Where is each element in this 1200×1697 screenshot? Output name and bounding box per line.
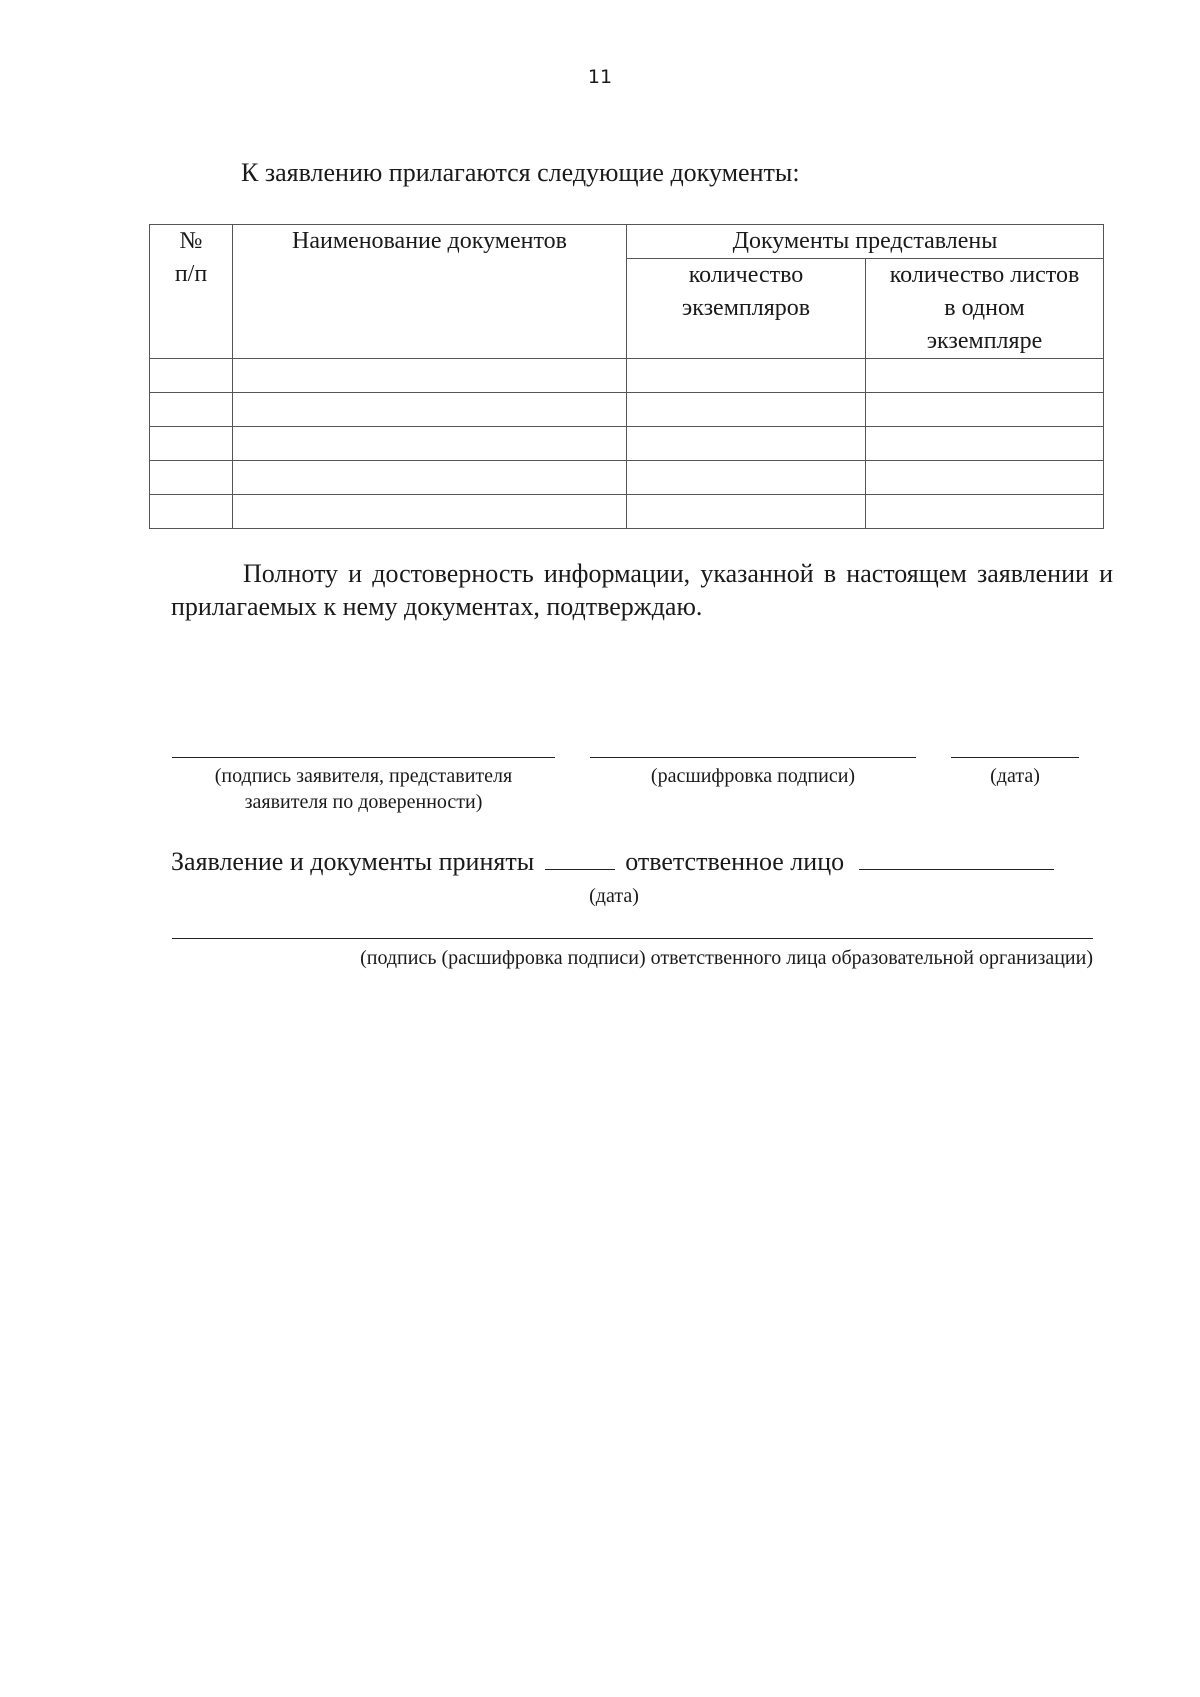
table-cell[interactable] — [866, 461, 1104, 495]
applicant-signature-line[interactable] — [172, 757, 555, 758]
documents-table — [149, 224, 1104, 529]
table-cell[interactable] — [150, 427, 233, 461]
table-cell[interactable] — [866, 427, 1104, 461]
signature-decoding-caption: (расшифровка подписи) — [650, 765, 856, 787]
table-cell[interactable] — [150, 359, 233, 393]
signature-decoding-line[interactable] — [590, 757, 916, 758]
header-documents-submitted: Документы представлены — [627, 225, 1104, 259]
official-signature-caption: (подпись (расшифровка подписи) ответственного лица образовательной организации) — [360, 947, 1093, 969]
page-number: 11 — [587, 66, 613, 88]
table-cell[interactable] — [627, 393, 866, 427]
acceptance-date-caption: (дата) — [589, 885, 639, 907]
table-header-row — [150, 225, 1104, 259]
table-cell[interactable] — [866, 359, 1104, 393]
table-cell[interactable] — [233, 427, 627, 461]
header-document-name: Наименование документов — [233, 225, 627, 359]
table-cell[interactable] — [150, 495, 233, 529]
applicant-signature-caption: (подпись заявителя, представителя заявителя по доверенности) — [214, 765, 513, 813]
table-cell[interactable] — [233, 461, 627, 495]
confirmation-statement: Полноту и достоверность информации, указанной в настоящем заявлении и прилагаемых к нему документах, подтверждаю. — [171, 559, 1113, 621]
table-row — [150, 461, 1104, 495]
table-row — [150, 495, 1104, 529]
attachments-intro: К заявлению прилагаются следующие документы: — [241, 158, 800, 187]
table-cell[interactable] — [150, 393, 233, 427]
acceptance-line — [171, 847, 1054, 877]
acceptance-date-line[interactable] — [545, 847, 615, 870]
table-cell[interactable] — [627, 495, 866, 529]
acceptance-official-label: ответственное лицо — [625, 847, 845, 876]
date-line[interactable] — [951, 757, 1079, 758]
table-cell[interactable] — [866, 495, 1104, 529]
table-row — [150, 359, 1104, 393]
table-cell[interactable] — [233, 495, 627, 529]
table-cell[interactable] — [627, 461, 866, 495]
acceptance-prefix: Заявление и документы приняты — [171, 847, 535, 876]
table-cell[interactable] — [150, 461, 233, 495]
table-cell[interactable] — [233, 359, 627, 393]
table-cell[interactable] — [627, 427, 866, 461]
header-sheets-count: количество листов в одном экземпляре — [866, 259, 1104, 359]
table-cell[interactable] — [627, 359, 866, 393]
table-cell[interactable] — [866, 393, 1104, 427]
official-signature-line[interactable] — [172, 938, 1093, 939]
acceptance-official-line[interactable] — [859, 847, 1054, 870]
table-cell[interactable] — [233, 393, 627, 427]
table-row — [150, 393, 1104, 427]
date-caption: (дата) — [990, 765, 1040, 787]
table-row — [150, 427, 1104, 461]
header-number: № п/п — [150, 225, 233, 359]
header-copies-count: количество экземпляров — [627, 259, 866, 359]
